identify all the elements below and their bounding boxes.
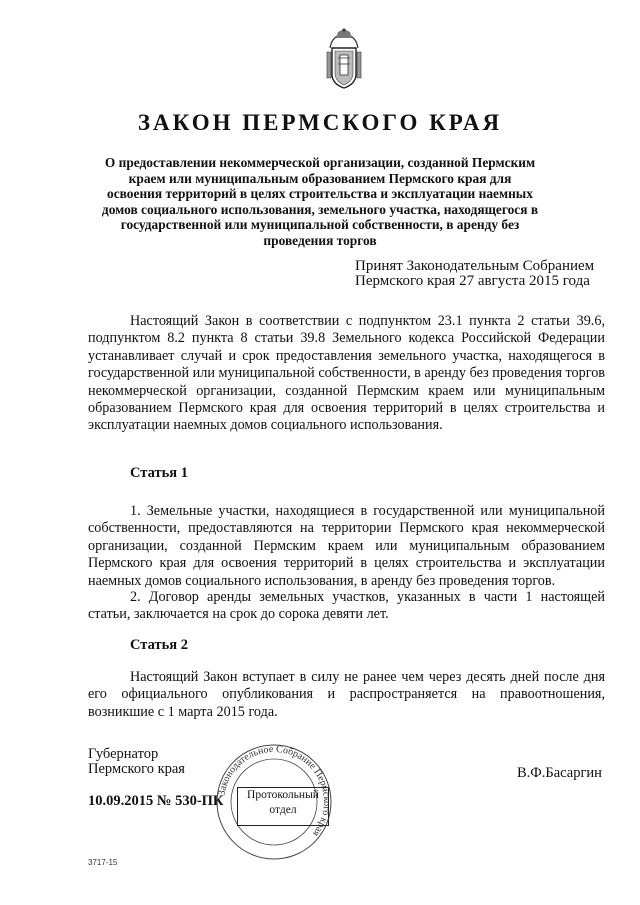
stamp-ring-text: Законодательное Собрание Пермского края xyxy=(216,743,333,839)
article-1-part-2: 2. Договор аренды земельных участков, указанных в части 1 настоящей статьи, заключается на срок до сорока девяти лет. xyxy=(88,589,605,623)
signatory-position-line-2: Пермского края xyxy=(88,761,185,777)
stamp-department-box xyxy=(237,787,329,826)
intro-paragraph: Настоящий Закон в соответствии с подпунктом 23.1 пункта 2 статьи 39.6, подпунктом 8.2 пункта 8 статьи 39.8 Земельного кодекса Российской Федерации устанавливает случай и срок предоставления земельного участка, находящегося в государственной или муниципальной собственности, в аренду без проведения торгов некоммерческой организации, созданной Пермским краем или муниципальным образованием Пермского края для освоения территорий в целях строительства и эксплуатации наемных домов социального использования. xyxy=(88,313,605,434)
document-number: 10.09.2015 № 530-ПК xyxy=(88,793,224,809)
footer-registration-code: 3717-15 xyxy=(88,858,118,867)
adoption-note-line-1: Принят Законодательным Собранием xyxy=(355,258,595,274)
article-2-heading: Статья 2 xyxy=(130,637,188,653)
adoption-note xyxy=(355,259,625,289)
coat-of-arms-icon xyxy=(324,28,364,90)
article-1-part-1: 1. Земельные участки, находящиеся в государственной или муниципальной собственности, предоставляются на территории Пермского края некоммерческой организации, созданной Пермским краем или муниципальным образованием Пермского края для освоения территорий в целях строительства и эксплуатации наемных домов социального использования, в аренду без проведения торгов. xyxy=(88,503,605,589)
adoption-note-line-2: Пермского края 27 августа 2015 года xyxy=(355,273,590,289)
signatory-name: В.Ф.Басаргин xyxy=(517,765,602,781)
signatory-position xyxy=(88,747,185,777)
signatory-position-line-1: Губернатор xyxy=(88,746,159,762)
law-title: ЗАКОН ПЕРМСКОГО КРАЯ xyxy=(137,110,503,135)
stamp-box-line-2: отдел xyxy=(269,804,297,816)
article-2-paragraph: Настоящий Закон вступает в силу не ранее чем через десять дней после дня его официального опубликования и распространяется на правоотношения, возникшие с 1 марта 2015 года. xyxy=(88,669,605,720)
law-subject: О предоставлении некоммерческой организации, созданной Пермским краем или муниципальным образованием Пермского края для освоения территорий в целях строительства и эксплуатации наемных домов социального использования, земельного участка, находящегося в государственной или муниципальной собственности, в аренду без проведения торгов xyxy=(101,155,539,248)
stamp-box-line-1: Протокольный xyxy=(247,789,319,801)
article-1-heading: Статья 1 xyxy=(130,465,188,481)
